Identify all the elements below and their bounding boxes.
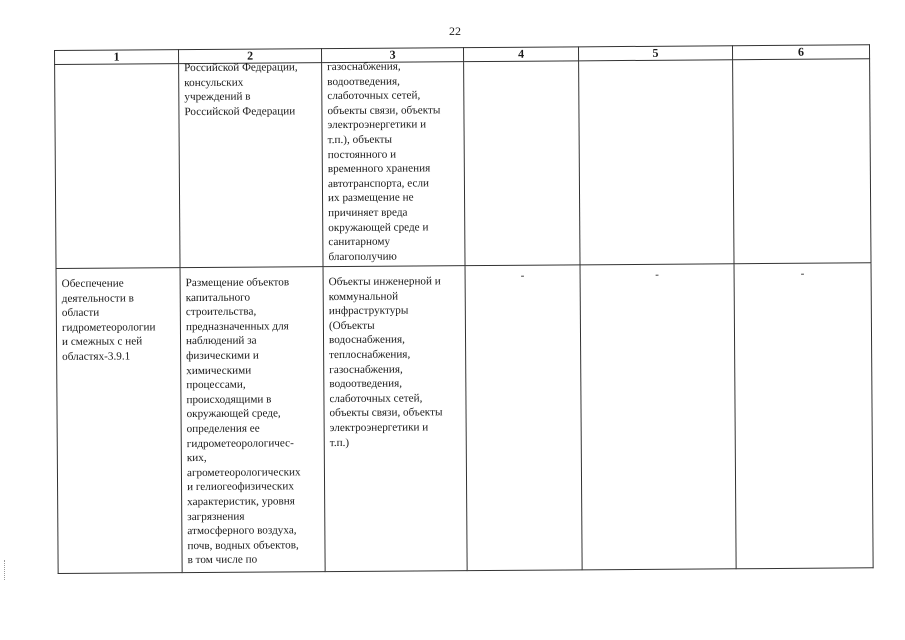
column-header-1: 1 <box>55 50 179 65</box>
cell-text: Российской Федерации, консульских учреждений в Российской Федерации <box>184 61 298 118</box>
permitted-objects-text: Объекты инженерной и коммунальной инфраструктуры (Объекты водоснабжения, теплоснабжения, газоснабжения, водоотведения, слаботочных сетей, объекты связи, объекты электроэнергетики и т.п.) <box>328 275 443 449</box>
table-row <box>56 263 873 574</box>
dash-value: - <box>655 268 659 281</box>
cell-text: газоснабжения, водоотведения, слаботочных сетей, объекты связи, объекты электроэнергетики и т.п.), объекты постоянного и временного хранения автотранспорта, если их размещение не причиняет вреда окружающей среде и санитарному благополучию <box>327 60 441 263</box>
table-row <box>55 59 871 269</box>
table-cell <box>465 265 582 571</box>
table-cell <box>180 267 325 573</box>
table-cell <box>322 62 465 267</box>
table-cell <box>580 264 736 570</box>
table-cell <box>734 263 873 569</box>
column-header-2: 2 <box>179 49 322 64</box>
dash-value: - <box>520 269 525 282</box>
dash-value: - <box>800 267 805 280</box>
page-number: 22 <box>449 24 461 38</box>
table-cell <box>55 64 180 269</box>
table-cell <box>733 59 871 264</box>
document-table <box>54 44 874 574</box>
activity-type-text: Обеспечение деятельности в области гидрометеорологии и смежных с ней областях-3.9.1 <box>61 277 156 363</box>
column-header-3: 3 <box>321 48 463 63</box>
table-cell <box>464 61 580 266</box>
column-header-5: 5 <box>578 46 732 61</box>
table-cell <box>579 60 734 265</box>
description-text: Размещение объектов капитального строительства, предназначенных для наблюдений за физическими и химическими процессами, происходящими в окружающей среде, определения ее гидрометеорологичес- ких, агрометеорологических и гелиогеофизических характеристик, уровня загрязнения атмосферного воздуха, почв, водных объектов, в том числе по <box>185 276 301 567</box>
table-cell <box>323 266 467 572</box>
column-header-6: 6 <box>732 45 869 60</box>
table-cell <box>56 268 182 574</box>
column-header-4: 4 <box>463 47 578 62</box>
scan-margin-mark <box>4 560 8 580</box>
table-cell <box>179 63 323 268</box>
